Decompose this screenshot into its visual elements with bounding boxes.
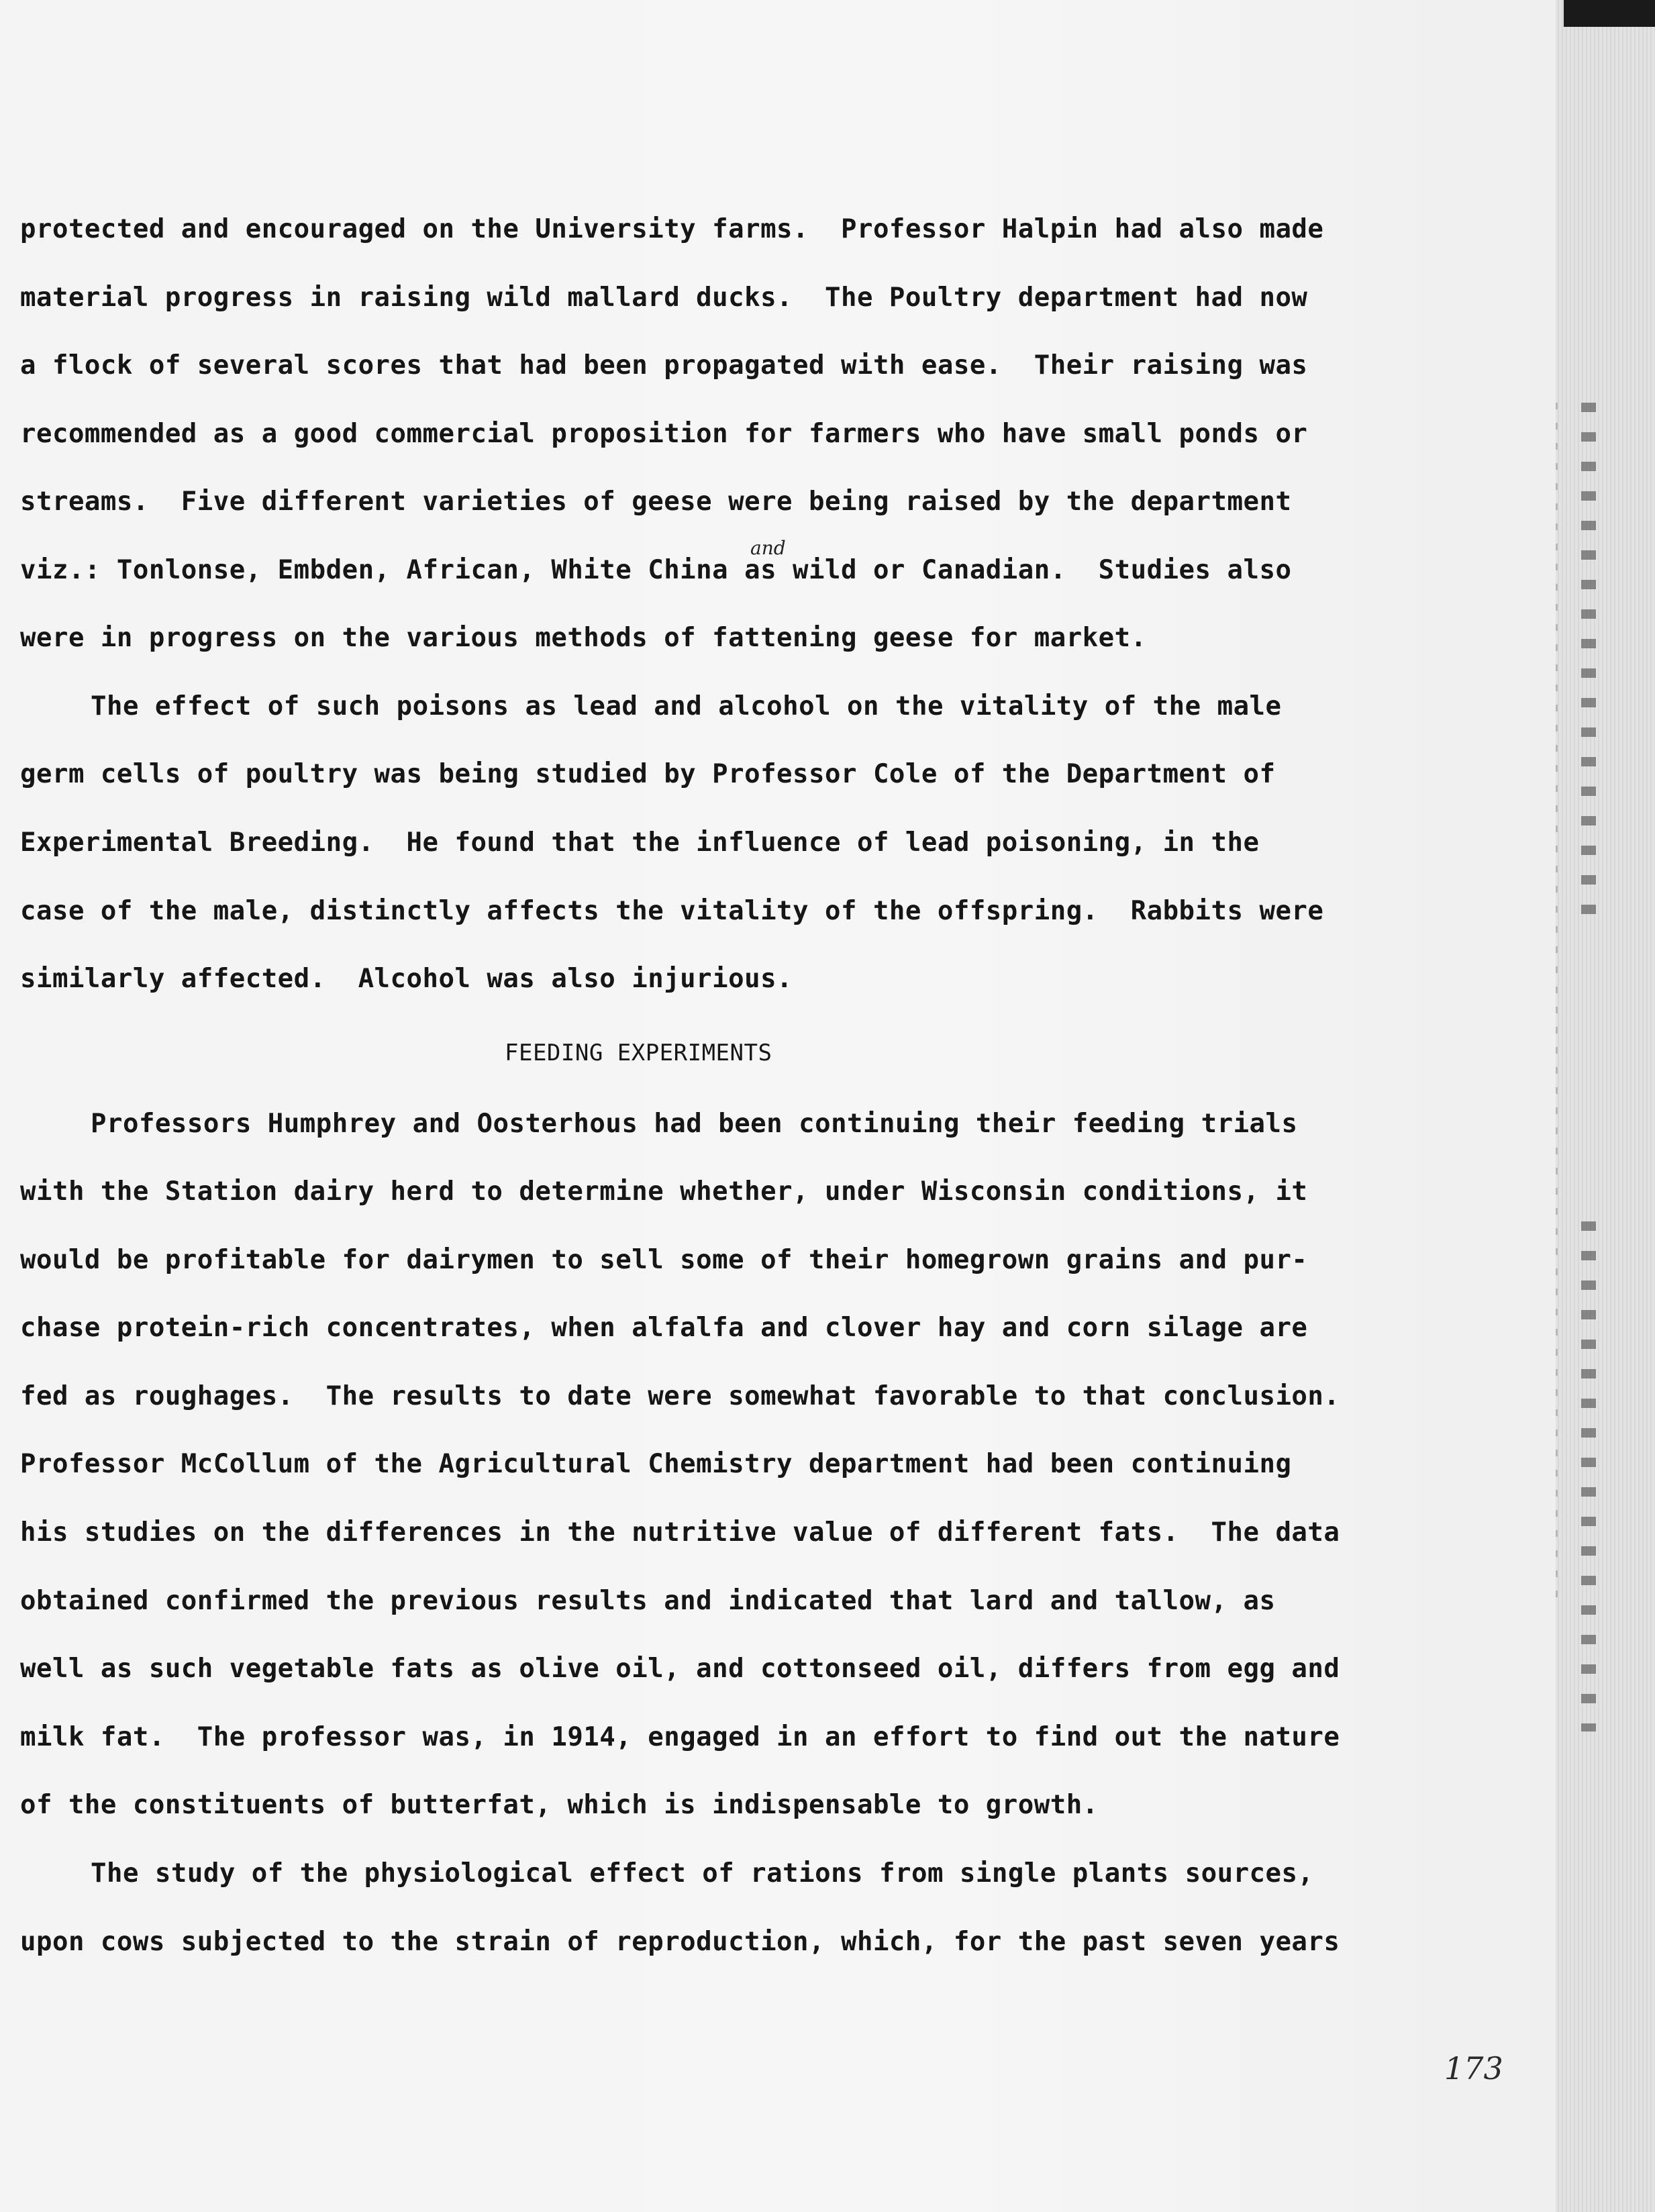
text-line: viz.: Tonlonse, Embden, African, White China as wild or Canadian. Studies also bbox=[20, 555, 1292, 585]
page-edge-marks bbox=[1581, 403, 1596, 926]
text-line: germ cells of poultry was being studied by Professor Cole of the Department of bbox=[20, 759, 1276, 789]
text-line: with the Station dairy herd to determine whether, under Wisconsin conditions, it bbox=[20, 1176, 1308, 1207]
text-line: streams. Five different varieties of geese were being raised by the department bbox=[20, 487, 1292, 517]
text-line: well as such vegetable fats as olive oil, and cottonseed oil, differs from egg and bbox=[20, 1654, 1340, 1684]
text-line: similarly affected. Alcohol was also injurious. bbox=[20, 964, 793, 994]
paragraph-first-line: The effect of such poisons as lead and alcohol on the vitality of the male bbox=[91, 691, 1282, 721]
handwritten-insertion: and bbox=[750, 537, 786, 559]
text-line: Experimental Breeding. He found that the influence of lead poisoning, in the bbox=[20, 827, 1260, 858]
binding-edge bbox=[1564, 0, 1655, 27]
text-line: Professor McCollum of the Agricultural Chemistry department had been continuing bbox=[20, 1449, 1292, 1479]
text-line: chase protein-rich concentrates, when alfalfa and clover hay and corn silage are bbox=[20, 1313, 1308, 1343]
text-line: his studies on the differences in the nutritive value of different fats. The data bbox=[20, 1517, 1340, 1548]
page-edge-marks bbox=[1581, 1221, 1596, 1731]
section-heading: FEEDING EXPERIMENTS bbox=[505, 1040, 772, 1066]
text-line: recommended as a good commercial proposition for farmers who have small ponds or bbox=[20, 419, 1308, 449]
text-line: protected and encouraged on the University farms. Professor Halpin had also made bbox=[20, 214, 1324, 244]
text-line: material progress in raising wild mallard ducks. The Poultry department had now bbox=[20, 283, 1308, 313]
text-line: of the constituents of butterfat, which is indispensable to growth. bbox=[20, 1790, 1099, 1820]
paragraph-first-line: The study of the physiological effect of rations from single plants sources, bbox=[91, 1858, 1314, 1889]
text-line: fed as roughages. The results to date were somewhat favorable to that conclusion. bbox=[20, 1381, 1340, 1411]
text-line: would be profitable for dairymen to sell some of their homegrown grains and pur- bbox=[20, 1245, 1308, 1275]
text-line: a flock of several scores that had been propagated with ease. Their raising was bbox=[20, 350, 1308, 381]
text-line: obtained confirmed the previous results and indicated that lard and tallow, as bbox=[20, 1586, 1276, 1616]
text-line: milk fat. The professor was, in 1914, engaged in an effort to find out the nature bbox=[20, 1722, 1340, 1752]
paragraph-first-line: Professors Humphrey and Oosterhous had been continuing their feeding trials bbox=[91, 1109, 1298, 1139]
page-edges bbox=[1556, 0, 1655, 2212]
text-line: case of the male, distinctly affects the vitality of the offspring. Rabbits were bbox=[20, 896, 1324, 926]
text-line: upon cows subjected to the strain of reproduction, which, for the past seven years bbox=[20, 1927, 1340, 1957]
text-line: were in progress on the various methods of fattening geese for market. bbox=[20, 623, 1147, 653]
page-edge-shadow bbox=[1556, 403, 1558, 1611]
page-number: 173 bbox=[1444, 2050, 1503, 2087]
